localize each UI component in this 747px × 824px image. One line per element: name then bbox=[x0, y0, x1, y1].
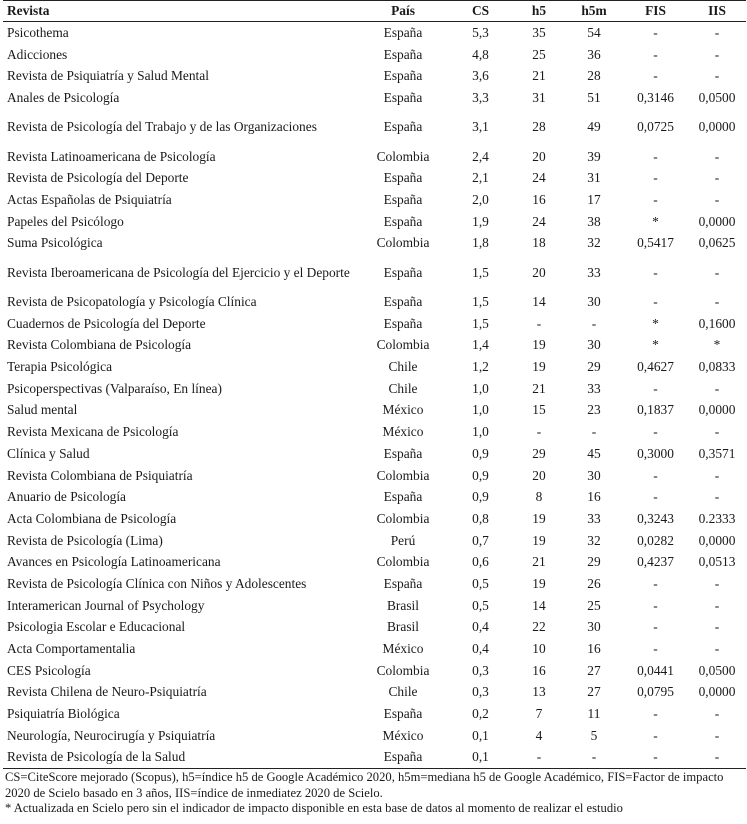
header-h5: h5 bbox=[531, 3, 547, 18]
cell-h5m: 33 bbox=[587, 380, 601, 396]
cell-revista: Cuadernos de Psicología del Deporte bbox=[7, 315, 206, 331]
cell-h5m: 16 bbox=[587, 489, 601, 505]
cell-revista: Revista Mexicana de Psicología bbox=[7, 424, 179, 440]
cell-h5: 14 bbox=[532, 597, 546, 613]
cell-fis: * bbox=[652, 315, 659, 331]
cell-h5m: - bbox=[591, 315, 597, 331]
cell-fis: 0,0282 bbox=[637, 532, 674, 548]
header-iis: IIS bbox=[708, 3, 726, 18]
table-row bbox=[3, 233, 746, 255]
cell-h5: 10 bbox=[532, 641, 546, 657]
cell-revista: Clínica y Salud bbox=[7, 445, 90, 461]
cell-fis: - bbox=[653, 380, 658, 396]
cell-revista: Revista de Psicología Clínica con Niños y Adolescentes bbox=[7, 575, 307, 591]
cell-cs: 3,6 bbox=[472, 68, 489, 84]
cell-revista: Avances en Psicología Latinoamericana bbox=[7, 554, 221, 570]
cell-cs: 0,9 bbox=[472, 489, 489, 505]
cell-cs: 0,6 bbox=[472, 554, 489, 570]
cell-fis: - bbox=[653, 424, 658, 440]
table-row bbox=[3, 313, 746, 335]
cell-h5m: 16 bbox=[587, 641, 601, 657]
cell-fis: 0,3243 bbox=[637, 510, 674, 526]
cell-cs: 1,0 bbox=[472, 380, 489, 396]
cell-pais: España bbox=[383, 89, 423, 105]
cell-iis: - bbox=[714, 24, 720, 40]
cell-revista: Acta Colombiana de Psicología bbox=[7, 510, 177, 526]
cell-pais: España bbox=[383, 749, 423, 765]
cell-iis: - bbox=[714, 597, 720, 613]
cell-h5m: - bbox=[591, 424, 597, 440]
cell-pais: México bbox=[382, 727, 424, 743]
cell-pais: México bbox=[382, 402, 424, 418]
cell-h5m: 39 bbox=[587, 148, 601, 164]
table-row bbox=[3, 682, 746, 704]
cell-cs: 1,0 bbox=[472, 424, 489, 440]
cell-h5m: 30 bbox=[587, 294, 601, 310]
cell-pais: España bbox=[383, 706, 423, 722]
cell-pais: Colombia bbox=[376, 510, 430, 526]
cell-pais: España bbox=[383, 24, 423, 40]
cell-iis: - bbox=[714, 575, 720, 591]
cell-iis: - bbox=[714, 706, 720, 722]
cell-pais: Chile bbox=[388, 380, 418, 396]
table-row bbox=[3, 638, 746, 660]
table-row bbox=[3, 660, 746, 682]
cell-pais: España bbox=[383, 191, 423, 207]
cell-h5m: 49 bbox=[587, 119, 601, 135]
cell-iis: 0,0833 bbox=[698, 359, 736, 375]
cell-fis: - bbox=[653, 619, 658, 635]
cell-h5: - bbox=[536, 315, 542, 331]
cell-fis: 0,1837 bbox=[637, 402, 674, 418]
table-row bbox=[3, 595, 746, 617]
table-row bbox=[3, 22, 746, 44]
cell-fis: 0,5417 bbox=[637, 235, 674, 251]
cell-pais: España bbox=[383, 170, 423, 186]
cell-fis: * bbox=[652, 337, 659, 353]
cell-cs: 0,8 bbox=[472, 510, 489, 526]
cell-h5m: 30 bbox=[587, 467, 601, 483]
cell-revista: Anales de Psicología bbox=[7, 89, 120, 105]
cell-fis: - bbox=[653, 727, 658, 743]
cell-fis: 0,0441 bbox=[637, 662, 674, 678]
cell-fis: - bbox=[653, 641, 658, 657]
cell-iis: - bbox=[714, 148, 720, 164]
header-cs: CS bbox=[471, 3, 490, 18]
cell-iis: 0,1600 bbox=[698, 315, 736, 331]
cell-iis: 0,0000 bbox=[698, 402, 736, 418]
cell-iis: * bbox=[713, 337, 721, 353]
table-header-row bbox=[3, 1, 746, 22]
cell-h5: 21 bbox=[532, 554, 546, 570]
cell-h5: 8 bbox=[535, 489, 543, 505]
cell-cs: 2,0 bbox=[472, 191, 489, 207]
cell-h5: 4 bbox=[535, 727, 543, 743]
cell-h5: 16 bbox=[532, 662, 546, 678]
table-row bbox=[3, 725, 746, 747]
cell-iis: - bbox=[714, 727, 720, 743]
cell-pais: España bbox=[383, 213, 423, 229]
cell-fis: 0,3000 bbox=[637, 445, 674, 461]
cell-h5m: 32 bbox=[587, 235, 601, 251]
table-row bbox=[3, 465, 746, 487]
cell-cs: 0,3 bbox=[472, 662, 489, 678]
cell-fis: - bbox=[653, 264, 658, 280]
cell-h5m: 29 bbox=[587, 554, 601, 570]
cell-pais: Colombia bbox=[376, 662, 430, 678]
cell-fis: - bbox=[653, 706, 658, 722]
cell-h5m: 5 bbox=[590, 727, 598, 743]
cell-h5m: 51 bbox=[587, 89, 601, 105]
cell-cs: 1,4 bbox=[472, 337, 489, 353]
cell-revista: Revista Latinoamericana de Psicología bbox=[7, 148, 216, 164]
cell-fis: * bbox=[652, 213, 659, 229]
cell-cs: 3,1 bbox=[472, 119, 489, 135]
cell-h5m: 54 bbox=[587, 24, 601, 40]
cell-revista: Acta Comportamentalia bbox=[7, 641, 136, 657]
cell-cs: 0,2 bbox=[472, 706, 489, 722]
cell-pais: Colombia bbox=[376, 554, 430, 570]
cell-h5m: 11 bbox=[587, 706, 601, 722]
cell-pais: Perú bbox=[390, 532, 416, 548]
cell-revista: Actas Españolas de Psiquiatría bbox=[7, 191, 172, 207]
cell-h5m: 38 bbox=[587, 213, 601, 229]
cell-pais: España bbox=[383, 445, 423, 461]
cell-cs: 1,5 bbox=[472, 315, 489, 331]
cell-pais: México bbox=[382, 641, 424, 657]
header-revista: Revista bbox=[7, 3, 50, 18]
cell-pais: Chile bbox=[388, 684, 418, 700]
cell-revista: CES Psicología bbox=[7, 662, 91, 678]
cell-revista: Salud mental bbox=[7, 402, 78, 418]
cell-h5m: 28 bbox=[587, 68, 601, 84]
table-row bbox=[3, 530, 746, 552]
cell-iis: 0,0500 bbox=[698, 89, 736, 105]
cell-fis: - bbox=[653, 46, 658, 62]
table-row bbox=[3, 335, 746, 357]
cell-revista: Psicothema bbox=[7, 24, 69, 40]
cell-revista: Psiquiatría Biológica bbox=[7, 706, 120, 722]
cell-h5: 21 bbox=[532, 68, 546, 84]
cell-h5: 14 bbox=[532, 294, 546, 310]
cell-iis: - bbox=[714, 489, 720, 505]
cell-revista: Neurología, Neurocirugía y Psiquiatría bbox=[7, 727, 216, 743]
cell-pais: España bbox=[383, 489, 423, 505]
cell-h5m: 27 bbox=[587, 662, 601, 678]
cell-h5: 18 bbox=[532, 235, 546, 251]
cell-cs: 1,2 bbox=[472, 359, 489, 375]
cell-h5m: 30 bbox=[587, 337, 601, 353]
cell-h5: 7 bbox=[535, 706, 543, 722]
cell-pais: Colombia bbox=[376, 235, 430, 251]
cell-fis: 0,4237 bbox=[637, 554, 674, 570]
cell-cs: 4,8 bbox=[472, 46, 489, 62]
cell-h5: 20 bbox=[532, 264, 546, 280]
cell-h5: 25 bbox=[532, 46, 546, 62]
cell-h5: 19 bbox=[532, 510, 546, 526]
cell-iis: 0,3571 bbox=[698, 445, 736, 461]
cell-revista: Revista de Psicopatología y Psicología Clínica bbox=[7, 294, 257, 310]
cell-revista: Adicciones bbox=[7, 46, 68, 62]
cell-pais: España bbox=[383, 68, 423, 84]
cell-pais: España bbox=[383, 575, 423, 591]
cell-iis: - bbox=[714, 641, 720, 657]
abbreviations-note: CS=CiteScore mejorado (Scopus), h5=índice h5 de Google Académico 2020, h5m=mediana h5 de Google Académico, FIS=Factor de impacto 2020 de Scielo basado en 3 años, IIS=índice de inmediatez 2020 de Scielo. bbox=[5, 770, 724, 800]
cell-fis: 0,4627 bbox=[637, 359, 674, 375]
cell-fis: 0,0725 bbox=[637, 119, 674, 135]
cell-iis: - bbox=[714, 424, 720, 440]
cell-cs: 2,4 bbox=[472, 148, 489, 164]
cell-h5: 22 bbox=[532, 619, 546, 635]
cell-cs: 0,7 bbox=[472, 532, 489, 548]
cell-iis: - bbox=[714, 46, 720, 62]
cell-h5m: 45 bbox=[587, 445, 601, 461]
cell-fis: - bbox=[653, 597, 658, 613]
table-row bbox=[3, 167, 746, 189]
cell-fis: 0,0795 bbox=[637, 684, 674, 700]
table-row bbox=[3, 87, 746, 109]
cell-cs: 0,5 bbox=[472, 575, 489, 591]
cell-h5: 19 bbox=[532, 337, 546, 353]
cell-iis: - bbox=[714, 749, 720, 765]
cell-fis: - bbox=[653, 68, 658, 84]
table-row bbox=[3, 291, 746, 313]
cell-revista: Suma Psicológica bbox=[7, 235, 103, 251]
cell-h5m: 36 bbox=[587, 46, 601, 62]
cell-iis: - bbox=[714, 380, 720, 396]
cell-cs: 0,9 bbox=[472, 445, 489, 461]
cell-cs: 0,5 bbox=[472, 597, 489, 613]
cell-h5: 20 bbox=[532, 467, 546, 483]
table-row bbox=[3, 421, 746, 443]
cell-fis: - bbox=[653, 575, 658, 591]
journal-metrics-table bbox=[3, 0, 746, 769]
table-row bbox=[3, 573, 746, 595]
cell-fis: - bbox=[653, 749, 658, 765]
cell-h5: 15 bbox=[532, 402, 546, 418]
cell-revista: Revista Chilena de Neuro-Psiquiatría bbox=[7, 684, 207, 700]
header-h5m: h5m bbox=[581, 3, 607, 18]
cell-iis: - bbox=[714, 191, 720, 207]
cell-h5: 19 bbox=[532, 532, 546, 548]
table-row bbox=[3, 747, 746, 769]
table-row bbox=[3, 254, 746, 291]
cell-revista: Terapia Psicológica bbox=[7, 359, 113, 375]
cell-cs: 0,3 bbox=[472, 684, 489, 700]
cell-h5m: 25 bbox=[587, 597, 601, 613]
cell-h5m: 32 bbox=[587, 532, 601, 548]
cell-pais: Colombia bbox=[376, 337, 430, 353]
cell-h5: - bbox=[536, 424, 542, 440]
journal-table-document bbox=[3, 0, 746, 817]
cell-pais: España bbox=[383, 264, 423, 280]
cell-cs: 1,0 bbox=[472, 402, 489, 418]
cell-revista: Anuario de Psicología bbox=[7, 489, 127, 505]
cell-h5: 19 bbox=[532, 359, 546, 375]
cell-pais: Chile bbox=[388, 359, 418, 375]
cell-h5m: 33 bbox=[587, 264, 601, 280]
cell-iis: 0,0000 bbox=[698, 532, 736, 548]
cell-fis: - bbox=[653, 467, 658, 483]
cell-h5m: 26 bbox=[587, 575, 601, 591]
cell-revista: Papeles del Psicólogo bbox=[7, 213, 124, 229]
cell-cs: 2,1 bbox=[472, 170, 489, 186]
cell-fis: 0,3146 bbox=[637, 89, 674, 105]
cell-revista: Revista de Psicología de la Salud bbox=[7, 749, 186, 765]
cell-h5m: 27 bbox=[587, 684, 601, 700]
table-row bbox=[3, 189, 746, 211]
cell-h5: 21 bbox=[532, 380, 546, 396]
header-pais: País bbox=[391, 3, 415, 18]
cell-h5: 24 bbox=[532, 170, 546, 186]
cell-revista: Revista de Psicología (Lima) bbox=[7, 532, 163, 548]
cell-revista: Revista Colombiana de Psicología bbox=[7, 337, 192, 353]
cell-h5m: 30 bbox=[587, 619, 601, 635]
cell-pais: Brasil bbox=[387, 619, 419, 635]
table-row bbox=[3, 378, 746, 400]
cell-iis: - bbox=[714, 467, 720, 483]
cell-iis: - bbox=[714, 619, 720, 635]
cell-iis: 0,0000 bbox=[698, 119, 736, 135]
cell-iis: - bbox=[714, 170, 720, 186]
cell-cs: 0,9 bbox=[472, 467, 489, 483]
cell-revista: Psicologia Escolar e Educacional bbox=[7, 619, 186, 635]
cell-cs: 3,3 bbox=[472, 89, 489, 105]
cell-pais: Colombia bbox=[376, 148, 430, 164]
cell-iis: 0,0513 bbox=[698, 554, 736, 570]
table-row bbox=[3, 44, 746, 66]
cell-revista: Revista Iberoamericana de Psicología del Ejercicio y el Deporte bbox=[7, 264, 350, 280]
cell-cs: 1,5 bbox=[472, 294, 489, 310]
cell-revista: Revista de Psicología del Deporte bbox=[7, 170, 189, 186]
table-row bbox=[3, 551, 746, 573]
cell-iis: 0,0000 bbox=[698, 213, 736, 229]
cell-h5m: - bbox=[591, 749, 597, 765]
table-row bbox=[3, 211, 746, 233]
cell-fis: - bbox=[653, 24, 658, 40]
table-row bbox=[3, 356, 746, 378]
cell-h5: - bbox=[536, 749, 542, 765]
cell-revista: Revista Colombiana de Psiquiatría bbox=[7, 467, 193, 483]
cell-h5: 35 bbox=[532, 24, 546, 40]
cell-h5m: 29 bbox=[587, 359, 601, 375]
asterisk-note: * Actualizada en Scielo pero sin el indicador de impacto disponible en esta base de datos al momento de realizar el estudio bbox=[5, 801, 623, 816]
cell-fis: - bbox=[653, 294, 658, 310]
cell-pais: México bbox=[382, 424, 424, 440]
table-row bbox=[3, 617, 746, 639]
cell-iis: - bbox=[714, 264, 720, 280]
cell-pais: Colombia bbox=[376, 467, 430, 483]
table-notes bbox=[3, 770, 746, 817]
cell-fis: - bbox=[653, 148, 658, 164]
cell-iis: - bbox=[714, 68, 720, 84]
cell-cs: 1,9 bbox=[472, 213, 489, 229]
cell-revista: Interamerican Journal of Psychology bbox=[7, 597, 205, 613]
cell-revista: Revista de Psicología del Trabajo y de las Organizaciones bbox=[7, 119, 317, 135]
cell-cs: 0,1 bbox=[472, 749, 489, 765]
cell-h5: 20 bbox=[532, 148, 546, 164]
cell-h5m: 23 bbox=[587, 402, 601, 418]
table-row bbox=[3, 508, 746, 530]
cell-h5: 31 bbox=[532, 89, 546, 105]
cell-h5: 19 bbox=[532, 575, 546, 591]
header-fis: FIS bbox=[645, 3, 666, 18]
cell-pais: España bbox=[383, 315, 423, 331]
cell-iis: 0,0000 bbox=[698, 684, 736, 700]
table-row bbox=[3, 400, 746, 422]
cell-pais: España bbox=[383, 294, 423, 310]
cell-fis: - bbox=[653, 489, 658, 505]
cell-pais: España bbox=[383, 119, 423, 135]
cell-h5: 24 bbox=[532, 213, 546, 229]
table-row bbox=[3, 486, 746, 508]
cell-h5m: 17 bbox=[587, 191, 601, 207]
table-row bbox=[3, 146, 746, 168]
table-row bbox=[3, 443, 746, 465]
cell-cs: 5,3 bbox=[472, 24, 489, 40]
cell-h5m: 31 bbox=[587, 170, 601, 186]
cell-iis: 0.2333 bbox=[698, 510, 736, 526]
cell-h5: 16 bbox=[532, 191, 546, 207]
cell-iis: - bbox=[714, 294, 720, 310]
cell-cs: 1,8 bbox=[472, 235, 489, 251]
cell-h5: 29 bbox=[532, 445, 546, 461]
cell-pais: Brasil bbox=[387, 597, 419, 613]
table-body bbox=[3, 22, 746, 769]
table-row bbox=[3, 109, 746, 146]
cell-h5: 28 bbox=[532, 119, 546, 135]
cell-h5m: 33 bbox=[587, 510, 601, 526]
table-row bbox=[3, 703, 746, 725]
cell-cs: 1,5 bbox=[472, 264, 489, 280]
cell-fis: - bbox=[653, 170, 658, 186]
cell-cs: 0,4 bbox=[472, 641, 489, 657]
table-row bbox=[3, 65, 746, 87]
cell-revista: Psicoperspectivas (Valparaíso, En línea) bbox=[7, 380, 222, 396]
cell-iis: 0,0625 bbox=[698, 235, 736, 251]
cell-iis: 0,0500 bbox=[698, 662, 736, 678]
cell-pais: España bbox=[383, 46, 423, 62]
cell-cs: 0,4 bbox=[472, 619, 489, 635]
cell-cs: 0,1 bbox=[472, 727, 489, 743]
cell-h5: 13 bbox=[532, 684, 546, 700]
cell-revista: Revista de Psiquiatría y Salud Mental bbox=[7, 68, 209, 84]
cell-fis: - bbox=[653, 191, 658, 207]
